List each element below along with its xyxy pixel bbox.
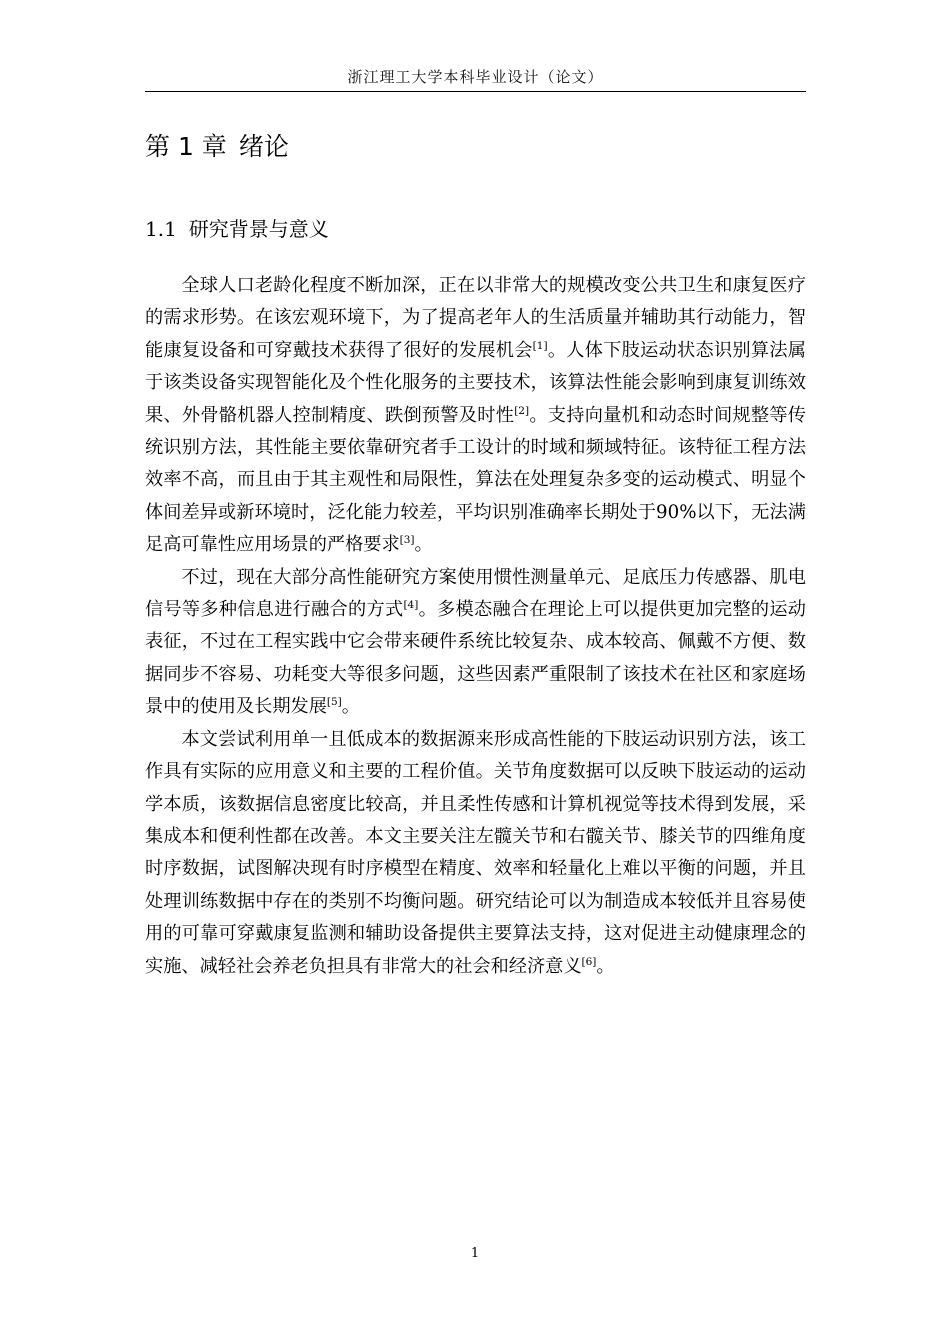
paragraph-text: 。支持向量机和动态时间规整等传统识别方法，其性能主要依靠研究者手工设计的时域和频域特征。该特征工程方法效率不高，而且由于其主观性和局限性，算法在处理复杂多变的运动模式、明显个体间差异或新环境时，泛化能力较差，平均识别准确率长期处于90%以下，无法满足高可靠性应用场景的严格要求 [145, 404, 806, 556]
section-number: 1.1 [145, 217, 177, 241]
paragraph-text: 。 [414, 534, 433, 556]
citation-6: [6] [581, 955, 597, 968]
citation-5: [5] [326, 696, 342, 709]
citation-3: [3] [399, 534, 415, 547]
paragraph-text: 。 [341, 696, 360, 718]
header-rule [145, 91, 806, 92]
page-number: 1 [470, 1246, 480, 1261]
paragraph-text: 。 [596, 955, 615, 977]
paragraph-3 [145, 724, 806, 983]
section-title: 研究背景与意义 [188, 217, 329, 241]
citation-2: [2] [514, 404, 530, 417]
paragraph-1 [145, 270, 806, 562]
section-heading [145, 213, 329, 242]
citation-1: [1] [532, 339, 548, 352]
running-header: 浙江理工大学本科毕业设计（论文） [347, 68, 604, 86]
paragraph-text: 全球人口老龄化程度不断加深，正在以非常大的规模改变公共卫生和康复医疗的需求形势。在该宏观环境下，为了提高老年人的生活质量并辅助其行动能力，智能康复设备和可穿戴技术获得了很好的发展机会 [145, 275, 806, 361]
chapter-heading [145, 127, 289, 163]
citation-4: [4] [403, 599, 419, 612]
body-text [145, 270, 806, 983]
paragraph-text: 本文尝试利用单一且低成本的数据源来形成高性能的下肢运动识别方法，该工作具有实际的应用意义和主要的工程价值。关节角度数据可以反映下肢运动的运动学本质，该数据信息密度比较高，并且柔性传感和计算机视觉等技术得到发展，采集成本和便利性都在改善。本文主要关注左髋关节和右髋关节、膝关节的四维角度时序数据，试图解决现有时序模型在精度、效率和轻量化上难以平衡的问题，并且处理训练数据中存在的类别不均衡问题。研究结论可以为制造成本较低并且容易使用的可靠可穿戴康复监测和辅助设备提供主要算法支持，这对促进主动健康理念的实施、减轻社会养老负担具有非常大的社会和经济意义 [145, 728, 806, 977]
paragraph-text: 不过，现在大部分高性能研究方案使用惯性测量单元、足底压力传感器、肌电信号等多种信息进行融合的方式 [145, 566, 806, 621]
paragraph-2 [145, 562, 806, 724]
chapter-number: 第 1 章 [145, 132, 227, 161]
paragraph-text: 。多模态融合在理论上可以提供更加完整的运动表征，不过在工程实践中它会带来硬件系统比较复杂、成本较高、佩戴不方便、数据同步不容易、功耗变大等很多问题，这些因素严重限制了该技术在社区和家庭场景中的使用及长期发展 [145, 599, 806, 718]
chapter-title: 绪论 [238, 132, 289, 161]
paragraph-text: 。人体下肢运动状态识别算法属于该类设备实现智能化及个性化服务的主要技术，该算法性能会影响到康复训练效果、外骨骼机器人控制精度、跌倒预警及时性 [145, 339, 806, 426]
